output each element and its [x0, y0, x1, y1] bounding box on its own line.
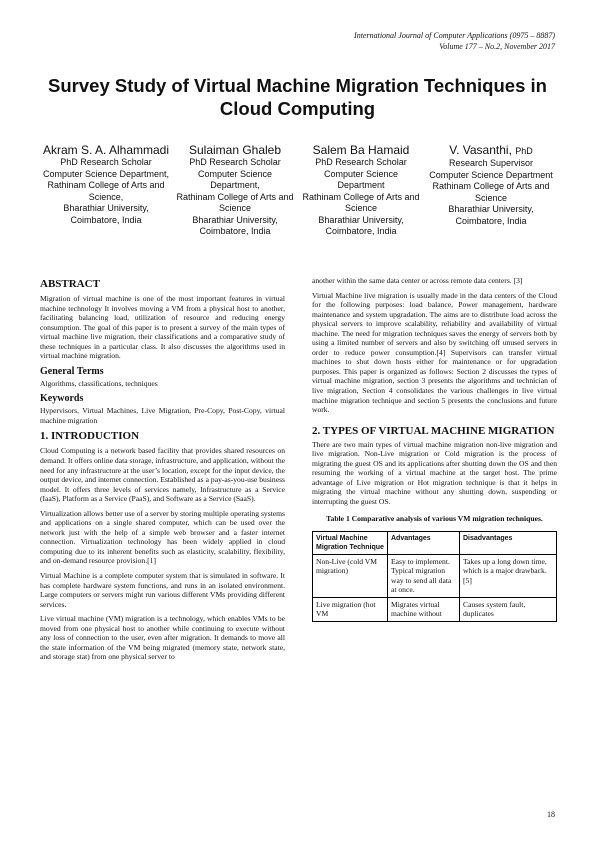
table-header-cell: Virtual Machine Migration Technique — [313, 531, 388, 554]
author-affiliation-line: Rathinam College of Arts and Science — [432, 181, 550, 203]
author-affiliation-line: PhD Research Scholar — [315, 157, 407, 167]
abstract-heading: ABSTRACT — [40, 278, 100, 290]
author-name: Akram S. A. Alhammadi — [42, 143, 170, 157]
journal-header — [354, 30, 555, 52]
abstract-text: Migration of virtual machine is one of the most important features in virtual machine technology It involves moving a VM from a physical host to another, facilitating balancing load, utilization of resource and reducing energy consumption. The goal of this paper is to present a survey of the main types of virtual machine live migration, their classifications and a comparative study of these techniques in a particular class. It also discusses the algorithms used in virtual machine migration. — [40, 294, 285, 361]
comparison-table — [312, 531, 557, 622]
author-affiliation-line: Bharathiar University, Coimbatore, India — [63, 203, 149, 225]
table-header-row — [313, 531, 557, 554]
introduction-paragraph: Virtual Machine is a complete computer system that is simulated in software. It has complete hardware system functions, and runs in an isolated environment. Large computers or servers might run various different VMs providing different services. — [40, 571, 285, 609]
keywords-heading: Keywords — [40, 393, 84, 405]
introduction-paragraph: Cloud Computing is a network based facility that provides shared resources on demand. It offers online data storage, infrastructure, and application, without the need for any infrastructure at the user’s location, except for the input device, the output device, and internet connection. Established as a pay-as-you-use business model. It offers three levels of services namely, Infrastructure as a Service (IaaS), Platform as a Service (PaaS), and Software as a Service (SaaS). — [40, 446, 285, 504]
table-cell: Migrates virtual machine without — [388, 597, 460, 621]
body-paragraph: Virtual Machine live migration is usually made in the data centers of the Cloud for the following purposes: load balance, Power management, hardware maintenance and system upgradation. The aims are to distribute load across the physical servers to improve scalability, reliability and availability of virtual machine. The need for migration techniques saves the energy of servers both by using a limited number of servers and also by switching off unused servers in order to reduce power consumption.[4] Supervisors can transfer virtual machines to shut down hosts either for maintenance or for upgradation purposes. This paper is organized as follows: Section 2 discusses the types of virtual machine migration, section 3 presents the algorithms and technician of live migration, Section 4 consolidates the various challenges in live virtual machine migration technique and section 5 presents the conclusions and future work. — [312, 290, 557, 415]
author-degree: PhD — [515, 146, 533, 156]
author-affiliation-line: Computer Science Department, — [42, 168, 170, 179]
section-2-text: There are two main types of virtual machine migration non-live migration and live migration. Non-Live migration or Cold migration is the process of migrating the guest OS and its applications after shutting down the OS and then resuming the working of a virtual machine at the target host. The prime advantage of Live migration or Hot migration technique is that it helps in migrating the virtual machine without any shutting down, suspending or interrupting the guest OS. — [312, 439, 557, 506]
author-affiliation-line: Bharathiar University, Coimbatore, India — [448, 204, 534, 226]
table-cell: Non-Live (cold VM migration) — [313, 554, 388, 597]
author-affiliation-line: Research Supervisor — [448, 158, 534, 168]
general-terms-heading: General Terms — [40, 365, 104, 377]
author-affiliation-line: Computer Science Department — [429, 169, 553, 180]
author-affiliation-line: Computer Science Department, — [197, 168, 273, 190]
author-block-3 — [300, 143, 422, 238]
table-cell: Easy to implement. Typical migration way to send all data at once. — [388, 554, 460, 597]
body-paragraph: another within the same data center or across remote data centers. [3] — [312, 276, 523, 285]
introduction-paragraph: Virtualization allows better use of a server by storing multiple operating systems and applications on a single shared computer, which can be used over the network just with the help of a simple web browser and a faster internet connection. Virtualization technology has been widely applied in cloud computing due to its inherent benefits such as elasticity, scalability, flexibility, and on-demand resource provision.[1] — [40, 508, 285, 566]
author-affiliation-line: Bharathiar University, Coimbatore, India — [318, 214, 404, 236]
author-affiliation-line: PhD Research Scholar — [60, 157, 152, 167]
author-name: Salem Ba Hamaid — [312, 143, 410, 157]
section-2-heading: 2. TYPES OF VIRTUAL MACHINE MIGRATION — [312, 424, 555, 437]
table-header-cell: Disadvantages — [460, 531, 557, 554]
right-column — [312, 276, 557, 622]
left-column — [40, 275, 285, 667]
keywords-text: Hypervisors, Virtual Machines, Live Migration, Pre-Copy, Post-Copy, virtual machine migration — [40, 406, 285, 425]
author-block-1 — [40, 143, 172, 226]
author-name: Sulaiman Ghaleb — [188, 143, 282, 157]
author-affiliation-line: Rathinam College of Arts and Science — [176, 191, 294, 213]
table-row — [313, 597, 557, 621]
general-terms-text: Algorithms, classifications, techniques — [40, 378, 158, 388]
table-caption: Table 1 Comparative analysis of various VM migration techniques. — [326, 514, 543, 524]
author-affiliation-line: Rathinam College of Arts and Science, — [47, 180, 165, 202]
author-block-2 — [174, 143, 296, 238]
table-cell: Causes system fault, duplicates — [460, 597, 557, 621]
table-cell: Takes up a long down time, which is a major drawback.[5] — [460, 554, 557, 597]
author-affiliation-line: Rathinam College of Arts and Science — [302, 191, 420, 213]
author-affiliation-line: PhD Research Scholar — [189, 157, 281, 167]
author-affiliation-line: Bharathiar University, Coimbatore, India — [192, 214, 278, 236]
author-name: V. Vasanthi, PhD — [449, 143, 533, 157]
journal-volume: Volume 177 – No.2, November 2017 — [439, 42, 555, 51]
paper-title: Survey Study of Virtual Machine Migration Techniques in Cloud Computing — [48, 75, 547, 119]
journal-name: International Journal of Computer Applications (0975 – 8887) — [354, 31, 555, 40]
introduction-paragraph: Live virtual machine (VM) migration is a technology, which enables VMs to be moved from one physical host to another while continuing to execute without any loss of connection to the user, even after migration. It demands to move all the state information of the VM being migrated (memory state, network state, and storage stat) from one physical server to — [40, 614, 285, 662]
author-block-4 — [426, 143, 556, 227]
author-affiliation-line: Computer Science Department — [323, 168, 399, 190]
table-header-cell: Advantages — [388, 531, 460, 554]
page-number: 18 — [547, 810, 555, 819]
table-cell: Live migration (hot VM — [313, 597, 388, 621]
table-row — [313, 554, 557, 597]
introduction-heading: 1. INTRODUCTION — [40, 430, 140, 443]
